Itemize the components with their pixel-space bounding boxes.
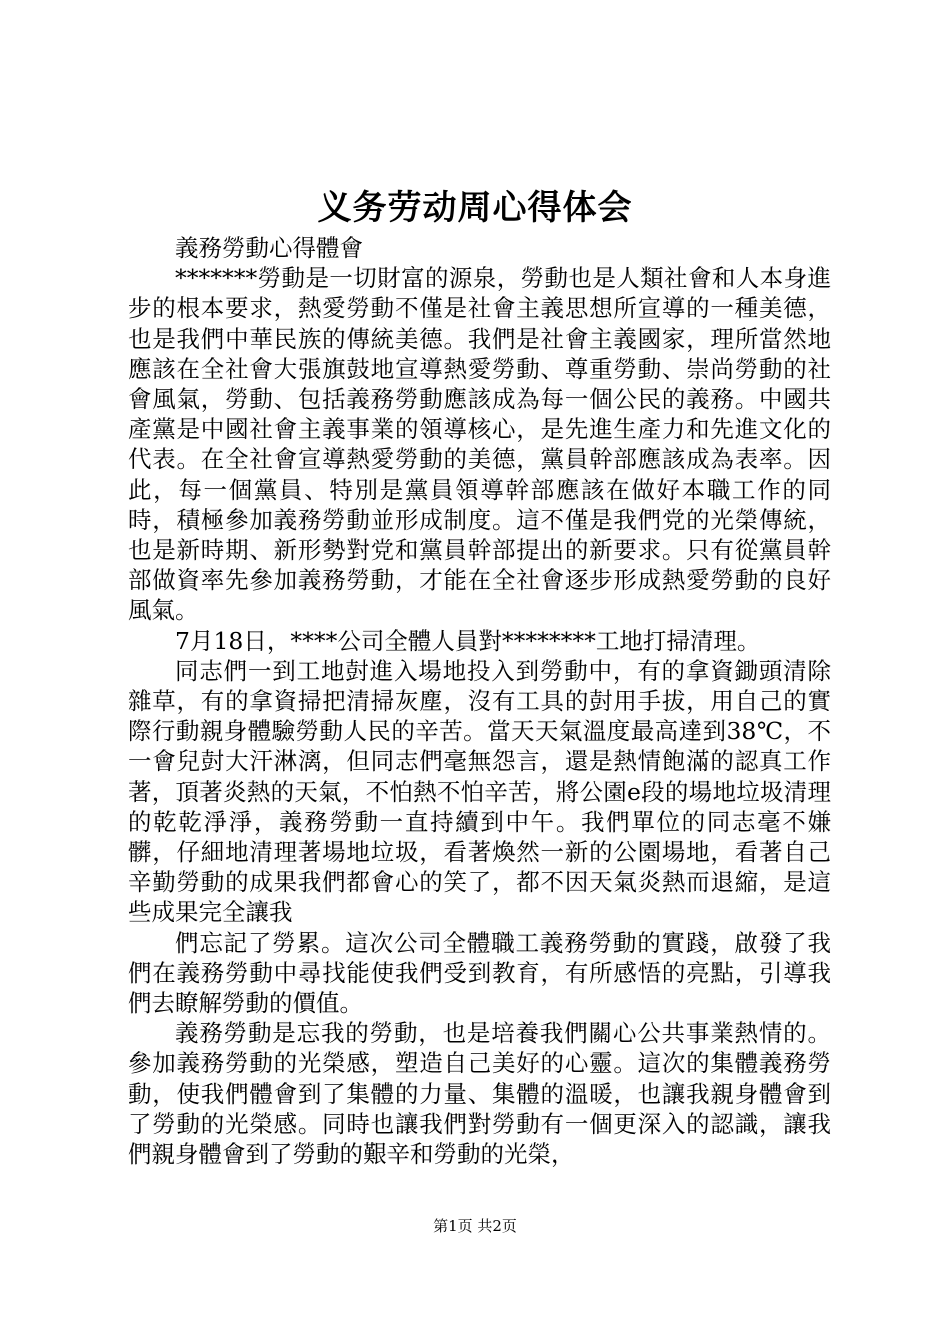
paragraph-conclusion: 義務勞動是忘我的勞動，也是培養我們關心公共事業熱情的。參加義務勞動的光榮感，塑造自己美好的心靈。這次的集體義務勞動，使我們體會到了集體的力量、集體的溫暖，也讓我親身體會到了勞動的光榮感。同時也讓我們對勞動有一個更深入的認識，讓我們親身體會到了勞動的艱辛和勞動的光榮， [128, 1019, 831, 1169]
paragraph-work: 同志們一到工地尌進入場地投入到勞動中，有的拿資鋤頭清除雜草，有的拿資掃把清掃灰塵，沒有工具的尌用手拔，用自己的實際行動親身體驗勞動人民的辛苦。當天天氣溫度最高達到38℃，不一會兒尌大汗淋漓，但同志們毫無怨言，還是熱情飽滿的認真工作著，頂著炎熱的天氣，不怕熱不怕辛苦，將公園e段的場地垃圾清理的乾乾淨淨，義務勞動一直持續到中午。我們單位的同志毫不嫌髒，仔細地清理著場地垃圾，看著煥然一新的公園場地，看著自己辛勤勞動的成果我們都會心的笑了，都不因天氣炎熱而退縮，是這些成果完全讓我 [128, 656, 831, 927]
paragraph-reflection: 們忘記了勞累。這次公司全體職工義務勞動的實踐，啟發了我們在義務勞動中尋找能使我們受到教育，有所感悟的亮點，引導我們去瞭解勞動的價值。 [128, 928, 831, 1018]
paragraph-date: 7月18日，****公司全體人員對********工地打掃清理。 [175, 626, 761, 655]
paragraph-subtitle: 義務勞動心得體會 [175, 234, 363, 262]
paragraph-intro: *******勞動是一切財富的源泉，勞動也是人類社會和人本身進步的根本要求，熱愛勞動不僅是社會主義思想所宣導的一種美德，也是我們中華民族的傳統美德。我們是社會主義國家，理所當然地應該在全社會大張旗鼓地宣導熱愛勞動、尊重勞動、崇尚勞動的社會風氣，勞動、包括義務勞動應該成為每一個公民的義務。中國共產黨是中國社會主義事業的領導核心，是先進生產力和先進文化的代表。在全社會宣導熱愛勞動的美德，黨員幹部應該成為表率。因此，每一個黨員、特別是黨員領導幹部應該在做好本職工作的同時，積極參加義務勞動並形成制度。這不僅是我們党的光榮傳統，也是新時期、新形勢對党和黨員幹部提出的新要求。只有從黨員幹部做資率先參加義務勞動，才能在全社會逐步形成熱愛勞動的良好風氣。 [128, 264, 831, 625]
page-number-footer: 第1页 共2页 [433, 1217, 517, 1235]
document-title: 义务劳动周心得体会 [317, 188, 633, 228]
document-body [128, 233, 831, 1169]
